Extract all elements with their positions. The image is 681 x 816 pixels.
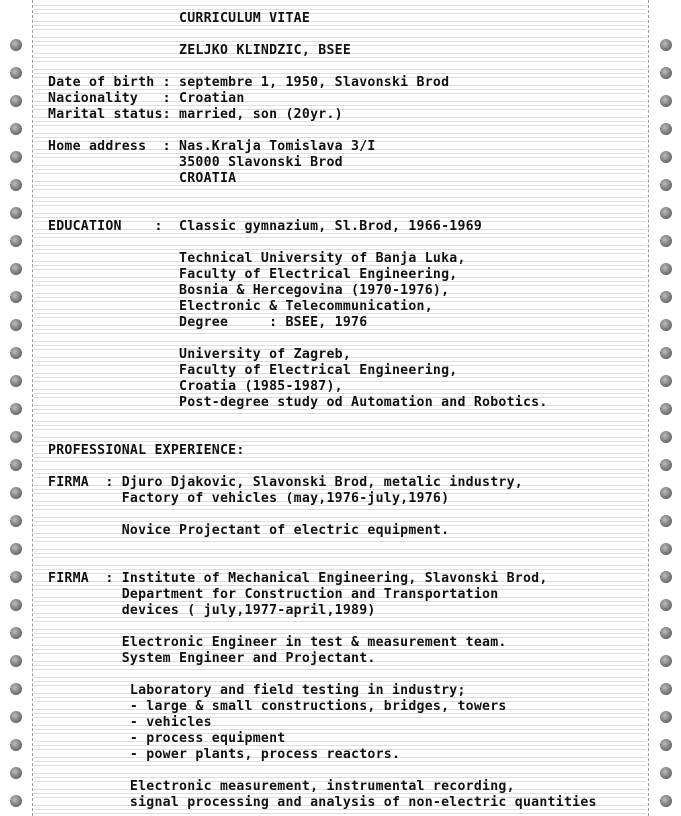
feed-hole-icon — [10, 655, 22, 667]
feed-hole-icon — [660, 291, 672, 303]
feed-hole-icon — [660, 123, 672, 135]
feed-hole-icon — [10, 95, 22, 107]
cv-line: Electronic & Telecommunication, — [48, 299, 433, 314]
cv-line: Faculty of Electrical Engineering, — [48, 363, 458, 378]
cv-line: CURRICULUM VITAE — [48, 11, 311, 26]
feed-hole-icon — [10, 179, 22, 191]
feed-hole-icon — [10, 319, 22, 331]
feed-hole-icon — [660, 179, 672, 191]
feed-hole-icon — [10, 795, 22, 807]
feed-hole-icon — [660, 515, 672, 527]
feed-hole-icon — [660, 571, 672, 583]
cv-line: - power plants, process reactors. — [48, 747, 401, 762]
cv-line: University of Zagreb, — [48, 347, 352, 362]
cv-line: EDUCATION : Classic gymnazium, Sl.Brod, 1966-1969 — [48, 219, 483, 234]
cv-line: Date of birth : septembre 1, 1950, Slavonski Brod — [48, 75, 450, 90]
cv-line: PROFESSIONAL EXPERIENCE: — [48, 443, 245, 458]
cv-line: 35000 Slavonski Brod — [48, 155, 343, 170]
feed-hole-icon — [10, 515, 22, 527]
feed-hole-icon — [660, 319, 672, 331]
cv-line: System Engineer and Projectant. — [48, 651, 376, 666]
feed-hole-icon — [660, 711, 672, 723]
feed-hole-icon — [660, 739, 672, 751]
feed-hole-icon — [10, 767, 22, 779]
left-perforation-line — [32, 0, 33, 816]
cv-line: Bosnia & Hercegovina (1970-1976), — [48, 283, 450, 298]
cv-line: Post-degree study od Automation and Robotics. — [48, 395, 548, 410]
right-tractor-feed-strip — [650, 0, 681, 816]
feed-hole-icon — [660, 263, 672, 275]
feed-hole-icon — [10, 151, 22, 163]
feed-hole-icon — [660, 39, 672, 51]
feed-hole-icon — [660, 683, 672, 695]
feed-hole-icon — [660, 599, 672, 611]
feed-hole-icon — [10, 123, 22, 135]
feed-hole-icon — [660, 95, 672, 107]
feed-hole-icon — [10, 459, 22, 471]
cv-line: Factory of vehicles (may,1976-july,1976) — [48, 491, 450, 506]
cv-line: Novice Projectant of electric equipment. — [48, 523, 450, 538]
cv-line: devices ( july,1977-april,1989) — [48, 603, 376, 618]
cv-line: Degree : BSEE, 1976 — [48, 315, 368, 330]
feed-hole-icon — [10, 375, 22, 387]
cv-text-body — [48, 11, 648, 811]
cv-line: Electronic Engineer in test & measurement team. — [48, 635, 507, 650]
cv-line: - process equipment — [48, 731, 286, 746]
feed-hole-icon — [660, 151, 672, 163]
cv-line: signal processing and analysis of non-electric quantities — [48, 795, 597, 810]
cv-line: Faculty of Electrical Engineering, — [48, 267, 458, 282]
feed-hole-icon — [10, 347, 22, 359]
feed-hole-icon — [660, 459, 672, 471]
feed-hole-icon — [660, 487, 672, 499]
cv-line: ZELJKO KLINDZIC, BSEE — [48, 43, 352, 58]
feed-hole-icon — [660, 207, 672, 219]
feed-hole-icon — [10, 599, 22, 611]
feed-hole-icon — [10, 543, 22, 555]
right-perforation-line — [648, 0, 649, 816]
feed-hole-icon — [10, 739, 22, 751]
feed-hole-icon — [660, 431, 672, 443]
cv-line: Laboratory and field testing in industry; — [48, 683, 466, 698]
cv-line: - vehicles — [48, 715, 212, 730]
feed-hole-icon — [660, 235, 672, 247]
feed-hole-icon — [660, 627, 672, 639]
feed-hole-icon — [660, 67, 672, 79]
feed-hole-icon — [10, 627, 22, 639]
feed-hole-icon — [10, 263, 22, 275]
cv-line: Electronic measurement, instrumental recording, — [48, 779, 515, 794]
feed-hole-icon — [660, 767, 672, 779]
feed-hole-icon — [660, 347, 672, 359]
feed-hole-icon — [10, 291, 22, 303]
feed-hole-icon — [10, 67, 22, 79]
feed-hole-icon — [660, 375, 672, 387]
feed-hole-icon — [660, 403, 672, 415]
cv-line: - large & small constructions, bridges, towers — [48, 699, 507, 714]
cv-line: Nacionality : Croatian — [48, 91, 245, 106]
left-tractor-feed-strip — [0, 0, 32, 816]
cv-line: Croatia (1985-1987), — [48, 379, 343, 394]
feed-hole-icon — [10, 235, 22, 247]
cv-line: FIRMA : Djuro Djakovic, Slavonski Brod, metalic industry, — [48, 475, 523, 490]
cv-line: Marital status: married, son (20yr.) — [48, 107, 343, 122]
feed-hole-icon — [10, 711, 22, 723]
feed-hole-icon — [10, 207, 22, 219]
cv-line: FIRMA : Institute of Mechanical Engineering, Slavonski Brod, — [48, 571, 548, 586]
cv-line: Department for Construction and Transportation — [48, 587, 499, 602]
feed-hole-icon — [660, 795, 672, 807]
cv-line: Technical University of Banja Luka, — [48, 251, 466, 266]
feed-hole-icon — [660, 655, 672, 667]
cv-line: CROATIA — [48, 171, 237, 186]
feed-hole-icon — [10, 39, 22, 51]
cv-line: Home address : Nas.Kralja Tomislava 3/I — [48, 139, 376, 154]
feed-hole-icon — [10, 431, 22, 443]
feed-hole-icon — [10, 571, 22, 583]
feed-hole-icon — [10, 683, 22, 695]
feed-hole-icon — [10, 403, 22, 415]
feed-hole-icon — [660, 543, 672, 555]
feed-hole-icon — [10, 487, 22, 499]
